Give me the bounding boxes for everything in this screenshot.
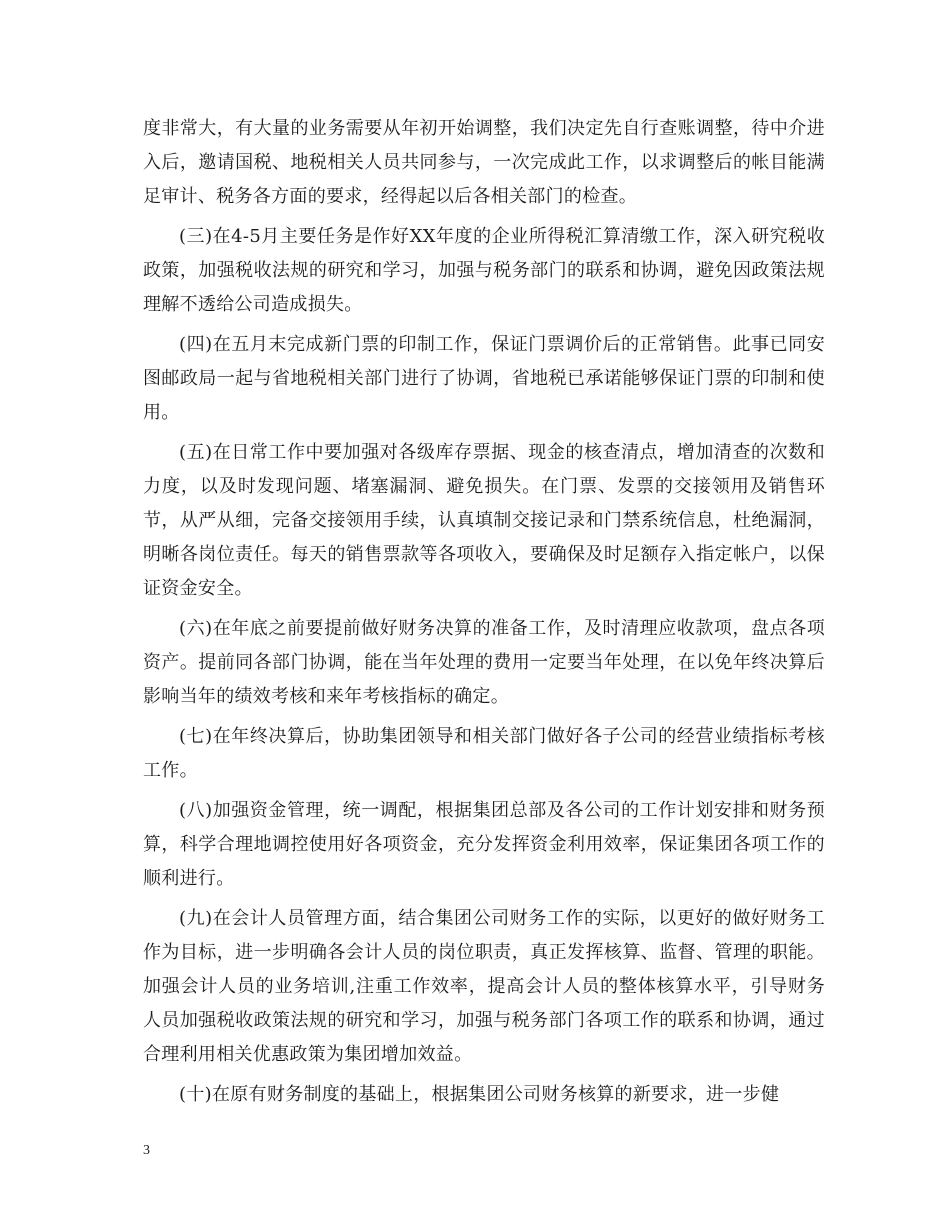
paragraph-item-8: (八)加强资金管理，统一调配，根据集团总部及各公司的工作计划安排和财务预算，科学合理地调控使用好各项资金，充分发挥资金利用效率，保证集团各项工作的顺利进行。 bbox=[143, 800, 825, 889]
paragraph-continued: 度非常大，有大量的业务需要从年初开始调整，我们决定先自行查账调整，待中介进入后，邀请国税、地税相关人员共同参与，一次完成此工作，以求调整后的帐目能满足审计、税务各方面的要求，经得起以后各相关部门的检查。 bbox=[143, 118, 825, 207]
paragraph-item-9: (九)在会计人员管理方面，结合集团公司财务工作的实际，以更好的做好财务工作为目标，进一步明确各会计人员的岗位职责，真正发挥核算、监督、管理的职能。加强会计人员的业务培训,注重工作效率，提高会计人员的整体核算水平，引导财务人员加强税收政策法规的研究和学习，加强与税务部门各项工作的联系和协调，通过合理利用相关优惠政策为集团增加效益。 bbox=[143, 908, 825, 1065]
paragraph-item-7: (七)在年终决算后，协助集团领导和相关部门做好各子公司的经营业绩指标考核工作。 bbox=[143, 726, 825, 781]
paragraph-item-6: (六)在年底之前要提前做好财务决算的准备工作，及时清理应收款项，盘点各项资产。提前同各部门协调，能在当年处理的费用一定要当年处理，在以免年终决算后影响当年的绩效考核和来年考核指标的确定。 bbox=[143, 618, 825, 707]
paragraph-item-10: (十)在原有财务制度的基础上，根据集团公司财务核算的新要求，进一步健 bbox=[179, 1084, 780, 1105]
paragraph-item-3: (三)在4-5月主要任务是作好XX年度的企业所得税汇算清缴工作，深入研究税收政策，加强税收法规的研究和学习，加强与税务部门的联系和协调，避免因政策法规理解不透给公司造成损失。 bbox=[143, 226, 825, 315]
document-body bbox=[143, 112, 825, 1118]
paragraph-item-4: (四)在五月末完成新门票的印制工作，保证门票调价后的正常销售。此事已同安图邮政局一起与省地税相关部门进行了协调，省地税已承诺能够保证门票的印制和使用。 bbox=[143, 334, 825, 423]
paragraph-item-5: (五)在日常工作中要加强对各级库存票据、现金的核查清点，增加清查的次数和力度，以及时发现问题、堵塞漏洞、避免损失。在门票、发票的交接领用及销售环节，从严从细，完备交接领用手续，认真填制交接记录和门禁系统信息，杜绝漏洞，明晰各岗位责任。每天的销售票款等各项收入，要确保及时足额存入指定帐户，以保证资金安全。 bbox=[143, 442, 825, 599]
page-number: 3 bbox=[143, 1143, 150, 1158]
